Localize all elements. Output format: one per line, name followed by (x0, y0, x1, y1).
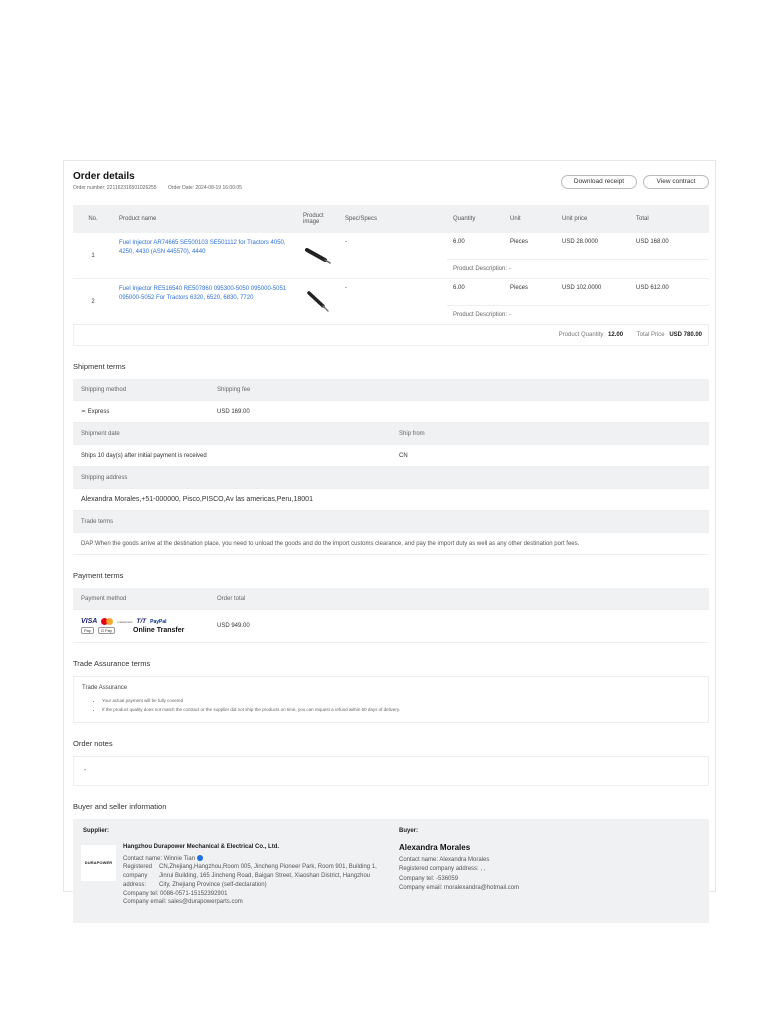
product-image[interactable] (297, 279, 339, 325)
shipment-terms-title: Shipment terms (73, 362, 126, 371)
spec-value: - (339, 279, 447, 325)
buyer-email: Company email: moralexandra@hotmail.com (399, 885, 520, 891)
order-total-label: Order total (209, 588, 709, 610)
buyer-label: Buyer: (399, 828, 419, 834)
google-pay-icon: G Pay (98, 627, 115, 634)
col-unit: Unit (504, 205, 556, 233)
supplier-contact-row (123, 855, 383, 864)
apple-pay-icon: Pay (81, 627, 94, 634)
row-number: 1 (73, 233, 113, 279)
shipment-date-row (73, 445, 709, 467)
order-totals (73, 325, 709, 346)
shipping-address-row (73, 489, 709, 511)
ship-from-label: Ship from (391, 423, 709, 445)
shipment-header-row (73, 379, 709, 401)
supplier-contact: Contact name: Winnie Tian (123, 855, 196, 862)
supplier-logo: DURAPOWER (81, 845, 116, 881)
unit-value: Pieces (504, 279, 556, 306)
total-value: USD 168.00 (630, 233, 709, 260)
product-description: Product Description: - (447, 260, 709, 279)
order-date: Order Date: 2024-08-19 16:00:05 (167, 185, 242, 191)
order-notes-title: Order notes (73, 739, 113, 748)
supplier-name[interactable]: Hangzhou Durapower Mechanical & Electrical Co., Ltd. (123, 844, 280, 850)
trade-assurance-title: Trade Assurance terms (73, 659, 151, 668)
col-product-name: Product name (113, 205, 297, 233)
total-price: USD 780.00 (669, 332, 702, 338)
shipping-method-text: Express (87, 409, 110, 415)
product-image[interactable] (297, 233, 339, 279)
order-notes-box: - (73, 756, 709, 786)
payment-row (73, 610, 709, 643)
list-item: • If the product quality does not match the contract or the supplier did not ship the products on time, you can request a refund within 60 days of delivery. (102, 705, 700, 714)
list-item: • Your actual payment will be fully covered (102, 696, 700, 705)
product-name-link[interactable]: Fuel Injector RE516540 RE507860 095300-5050 095000-5051 095000-5052 For Tractors 6320, 6520, 6830, 7720 (113, 279, 297, 325)
total-price-label: Total Price (636, 332, 665, 338)
col-product-image: Product image (297, 205, 339, 233)
payment-terms-table (73, 588, 709, 643)
express-icon: ≍ (81, 409, 87, 415)
visa-icon: VISA (81, 618, 98, 625)
trade-assurance-box (73, 676, 709, 723)
spec-value: - (339, 233, 447, 279)
quantity-value: 6.00 (447, 233, 504, 260)
mastercard-label: mastercard (117, 619, 133, 624)
supplier-email: Company email: sales@durapowerparts.com (123, 899, 243, 906)
table-header-row (73, 205, 709, 233)
trade-terms-value: DAP:When the goods arrive at the destination place, you need to unload the goods and do the import customs clearance, and pay the import duty as well as any other destination port fees. (73, 533, 709, 555)
trade-assurance-list (82, 696, 700, 714)
shipping-fee-label: Shipping fee (209, 379, 709, 401)
quantity-total: 12.00 (608, 332, 624, 338)
col-no: No. (73, 205, 113, 233)
total-value: USD 612.00 (630, 279, 709, 306)
order-items-table (73, 205, 709, 325)
payment-logos-row (81, 618, 201, 625)
buyer-contact: Contact name: Alexandra Morales (399, 856, 490, 863)
table-row (73, 233, 709, 260)
online-transfer-label: Online Transfer (133, 627, 185, 634)
buyer-tel: Company tel: -536059 (399, 875, 459, 882)
trade-terms-header-row (73, 511, 709, 533)
buyer-name: Alexandra Morales (399, 843, 471, 852)
paypal-icon: PayPal (150, 618, 167, 625)
mastercard-icon (101, 618, 113, 625)
unit-price-value: USD 102.0000 (556, 279, 630, 306)
trade-terms-label: Trade terms (73, 511, 709, 533)
col-total: Total (630, 205, 709, 233)
view-contract-button[interactable]: View contract (643, 175, 709, 189)
shipping-method-value (73, 401, 209, 423)
unit-price-value: USD 28.0000 (556, 233, 630, 260)
payment-terms-title: Payment terms (73, 571, 124, 580)
buyer-info (399, 843, 679, 894)
order-header (73, 169, 709, 205)
table-row (73, 279, 709, 306)
row-number: 2 (73, 279, 113, 325)
trade-assurance-heading: Trade Assurance (82, 685, 128, 691)
shipment-row (73, 401, 709, 423)
chat-icon[interactable] (197, 855, 203, 861)
ship-from-value: CN (391, 445, 709, 467)
payment-logos (81, 618, 201, 634)
buyer-seller-box (73, 819, 709, 923)
shipment-date-header-row (73, 423, 709, 445)
injector-icon (303, 289, 333, 315)
col-spec: Spec/Specs (339, 205, 447, 233)
injector-icon (303, 244, 333, 268)
shipping-method-label: Shipping method (73, 379, 209, 401)
shipping-fee-value: USD 169.00 (209, 401, 709, 423)
quantity-value: 6.00 (447, 279, 504, 306)
shipment-date-value: Ships 10 day(s) after initial payment is received (73, 445, 391, 467)
trade-terms-row (73, 533, 709, 555)
supplier-label: Supplier: (83, 828, 110, 834)
payment-method-label: Payment method (73, 588, 209, 610)
tt-icon: T/T (136, 618, 147, 625)
quantity-label: Product Quantity (558, 332, 604, 338)
order-meta (73, 185, 252, 191)
col-quantity: Quantity (447, 205, 504, 233)
payment-header-row (73, 588, 709, 610)
payment-method-value (73, 610, 209, 643)
buyer-address: Registered company address: , , (399, 866, 486, 872)
buyer-seller-title: Buyer and seller information (73, 802, 167, 811)
order-number: Order number: 221162316501026255 (73, 185, 157, 191)
download-receipt-button[interactable]: Download receipt (561, 175, 637, 189)
shipment-date-label: Shipment date (73, 423, 391, 445)
order-total-value: USD 949.00 (209, 610, 709, 643)
order-details-page (63, 160, 716, 906)
page-title: Order details (73, 171, 135, 182)
payment-logos-row-2 (81, 627, 201, 634)
supplier-tel: Company tel: 0086-0571-15152392901 (123, 890, 228, 897)
supplier-address: CN,Zhejiang,Hangzhou,Room 005, Jincheng Pioneer Park, Room 901, Building 1, Jinrui Building, 165 Jincheng Road, Baigan Street, Xiaoshan District, Hangzhou City, Zhejiang Province (self-declaration) (159, 864, 377, 888)
order-details-content (73, 169, 709, 923)
shipment-terms-table (73, 379, 709, 555)
col-unit-price: Unit price (556, 205, 630, 233)
supplier-info (123, 843, 383, 907)
supplier-address-label: Registered company address: (123, 864, 153, 888)
unit-value: Pieces (504, 233, 556, 260)
supplier-address-row (123, 863, 383, 889)
product-name-link[interactable]: Fuel Injector AR74665 SE500103 SE501112 for Tractors 4050, 4250, 4430 (ASN 445570), 4440 (113, 233, 297, 279)
shipping-address-value: Alexandra Morales,+51-000000, Pisco,PISCO,Av las americas,Peru,18001 (73, 489, 709, 511)
shipping-address-label: Shipping address (73, 467, 709, 489)
product-description: Product Description: - (447, 306, 709, 325)
shipping-address-header-row (73, 467, 709, 489)
